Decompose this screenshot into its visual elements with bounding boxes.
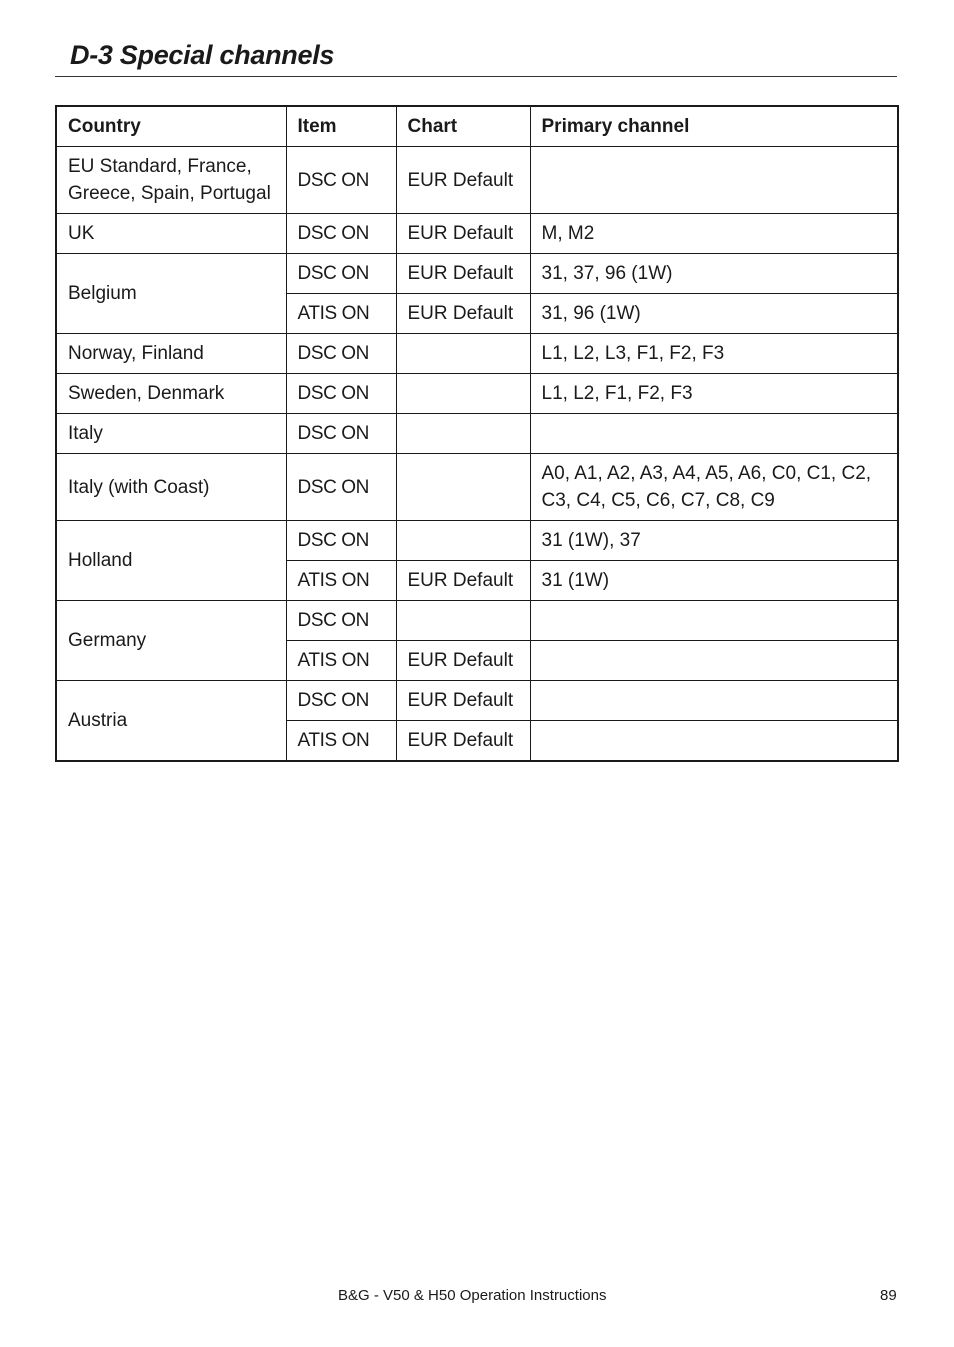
header-chart: Chart [396,106,530,147]
cell-chart [396,601,530,641]
cell-item: ATIS ON [286,294,396,334]
cell-chart [396,521,530,561]
cell-primary: 31, 96 (1W) [530,294,898,334]
cell-country: UK [56,214,286,254]
page-title: D-3 Special channels [70,40,335,70]
cell-chart: EUR Default [396,147,530,214]
cell-country: Italy [56,414,286,454]
cell-country: Belgium [56,254,286,334]
table-row [56,521,898,561]
table-row [56,454,898,521]
cell-country: Sweden, Denmark [56,374,286,414]
table-row [56,601,898,641]
cell-item: ATIS ON [286,641,396,681]
cell-chart [396,334,530,374]
cell-chart [396,374,530,414]
cell-primary: A0, A1, A2, A3, A4, A5, A6, C0, C1, C2, C3, C4, C5, C6, C7, C8, C9 [530,454,898,521]
cell-item: DSC ON [286,374,396,414]
cell-primary: L1, L2, L3, F1, F2, F3 [530,334,898,374]
cell-item: ATIS ON [286,561,396,601]
cell-primary: 31 (1W) [530,561,898,601]
cell-primary [530,721,898,762]
header-item: Item [286,106,396,147]
cell-primary [530,147,898,214]
special-channels-table [55,105,899,762]
cell-item: DSC ON [286,254,396,294]
cell-primary [530,681,898,721]
cell-country: Germany [56,601,286,681]
table-row [56,681,898,721]
footer-document-title: B&G - V50 & H50 Operation Instructions [338,1287,607,1304]
header-primary-channel: Primary channel [530,106,898,147]
cell-primary [530,414,898,454]
header-country: Country [56,106,286,147]
cell-item: DSC ON [286,334,396,374]
cell-chart: EUR Default [396,561,530,601]
cell-item: DSC ON [286,681,396,721]
cell-country: Norway, Finland [56,334,286,374]
cell-chart: EUR Default [396,681,530,721]
cell-country: Austria [56,681,286,762]
cell-primary: 31 (1W), 37 [530,521,898,561]
cell-item: DSC ON [286,521,396,561]
cell-item: DSC ON [286,601,396,641]
cell-chart [396,414,530,454]
cell-chart: EUR Default [396,641,530,681]
table-row [56,254,898,294]
cell-primary: M, M2 [530,214,898,254]
cell-chart [396,454,530,521]
cell-primary: 31, 37, 96 (1W) [530,254,898,294]
table-row [56,147,898,214]
cell-item: DSC ON [286,414,396,454]
cell-primary: L1, L2, F1, F2, F3 [530,374,898,414]
table-row [56,334,898,374]
cell-item: DSC ON [286,454,396,521]
cell-country: Holland [56,521,286,601]
table-row [56,214,898,254]
cell-chart: EUR Default [396,214,530,254]
cell-country: EU Standard, France, Greece, Spain, Portugal [56,147,286,214]
cell-country: Italy (with Coast) [56,454,286,521]
table-row [56,414,898,454]
table-row [56,374,898,414]
cell-chart: EUR Default [396,721,530,762]
cell-chart: EUR Default [396,254,530,294]
table-header-row [56,106,898,147]
cell-primary [530,641,898,681]
title-divider [55,76,897,77]
cell-chart: EUR Default [396,294,530,334]
cell-item: ATIS ON [286,721,396,762]
cell-primary [530,601,898,641]
cell-item: DSC ON [286,147,396,214]
cell-item: DSC ON [286,214,396,254]
table-body [56,147,898,762]
page-number: 89 [880,1287,897,1304]
